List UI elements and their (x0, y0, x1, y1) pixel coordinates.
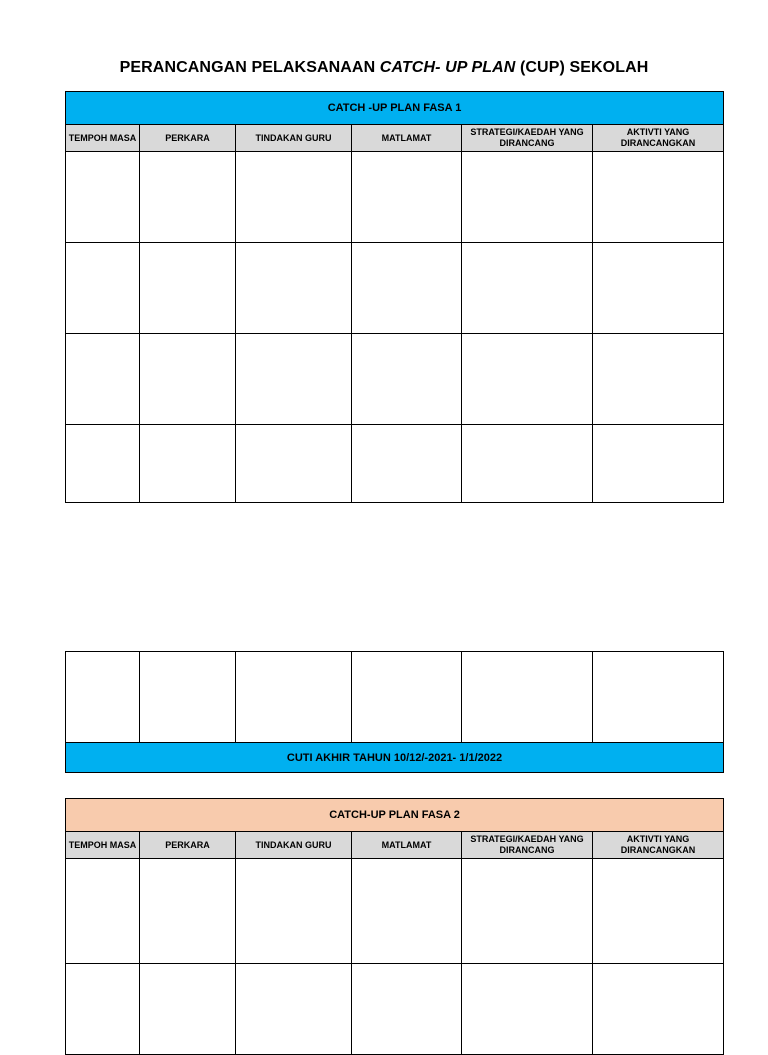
col-header-aktiviti: AKTIVTI YANG DIRANCANGKAN (593, 832, 724, 859)
table-cell[interactable] (236, 334, 352, 425)
table-cell[interactable] (66, 425, 140, 503)
table-row (66, 243, 724, 334)
phase1-continuation-table (65, 651, 724, 773)
table-cell[interactable] (462, 243, 593, 334)
col-header-tempoh-masa: TEMPOH MASA (66, 832, 140, 859)
table-cell[interactable] (140, 425, 236, 503)
table-cell[interactable] (462, 859, 593, 964)
phase2-banner: CATCH-UP PLAN FASA 2 (66, 799, 724, 832)
table-cell[interactable] (462, 652, 593, 743)
col-header-strategi: STRATEGI/KAEDAH YANG DIRANCANG (462, 125, 593, 152)
phase1-banner: CATCH -UP PLAN FASA 1 (66, 92, 724, 125)
table-row (66, 859, 724, 964)
table-cell[interactable] (352, 152, 462, 243)
table-cell[interactable] (140, 243, 236, 334)
title-prefix: PERANCANGAN PELAKSANAAN (119, 59, 380, 76)
table-cell[interactable] (140, 964, 236, 1055)
table-row (66, 425, 724, 503)
table-cell[interactable] (593, 334, 724, 425)
table-cell[interactable] (462, 152, 593, 243)
table-row (66, 152, 724, 243)
table-cell[interactable] (462, 425, 593, 503)
table-cell[interactable] (352, 425, 462, 503)
col-header-perkara: PERKARA (140, 832, 236, 859)
table-cell[interactable] (236, 425, 352, 503)
table-cell[interactable] (236, 859, 352, 964)
table-cell[interactable] (140, 859, 236, 964)
table-cell[interactable] (236, 152, 352, 243)
phase1-table (65, 91, 724, 503)
phase2-header-row (66, 832, 724, 859)
page-title (0, 57, 768, 79)
table-cell[interactable] (66, 243, 140, 334)
table-cell[interactable] (593, 652, 724, 743)
table-cell[interactable] (593, 243, 724, 334)
col-header-tindakan-guru: TINDAKAN GURU (236, 832, 352, 859)
col-header-tindakan-guru: TINDAKAN GURU (236, 125, 352, 152)
table-cell[interactable] (66, 859, 140, 964)
table-cell[interactable] (352, 243, 462, 334)
table-cell[interactable] (352, 334, 462, 425)
table-cell[interactable] (236, 964, 352, 1055)
table-cell[interactable] (236, 243, 352, 334)
col-header-matlamat: MATLAMAT (352, 832, 462, 859)
table-cell[interactable] (66, 652, 140, 743)
table-cell[interactable] (593, 964, 724, 1055)
table-cell[interactable] (140, 652, 236, 743)
table-row (66, 964, 724, 1055)
table-cell[interactable] (66, 152, 140, 243)
table-cell[interactable] (66, 334, 140, 425)
table-row (66, 652, 724, 743)
table-cell[interactable] (352, 964, 462, 1055)
table-row (66, 334, 724, 425)
table-cell[interactable] (140, 152, 236, 243)
table-cell[interactable] (352, 859, 462, 964)
phase2-table (65, 798, 724, 1055)
table-cell[interactable] (593, 425, 724, 503)
table-cell[interactable] (462, 334, 593, 425)
table-cell[interactable] (462, 964, 593, 1055)
table-cell[interactable] (66, 964, 140, 1055)
title-italic: CATCH- UP PLAN (379, 59, 516, 76)
table-cell[interactable] (140, 334, 236, 425)
table-cell[interactable] (593, 152, 724, 243)
col-header-aktiviti: AKTIVTI YANG DIRANCANGKAN (593, 125, 724, 152)
title-suffix: (CUP) SEKOLAH (515, 59, 649, 76)
col-header-matlamat: MATLAMAT (352, 125, 462, 152)
col-header-perkara: PERKARA (140, 125, 236, 152)
phase1-header-row (66, 125, 724, 152)
col-header-tempoh-masa: TEMPOH MASA (66, 125, 140, 152)
table-cell[interactable] (352, 652, 462, 743)
holiday-banner: CUTI AKHIR TAHUN 10/12/-2021- 1/1/2022 (66, 743, 724, 773)
table-cell[interactable] (236, 652, 352, 743)
table-cell[interactable] (593, 859, 724, 964)
col-header-strategi: STRATEGI/KAEDAH YANG DIRANCANG (462, 832, 593, 859)
